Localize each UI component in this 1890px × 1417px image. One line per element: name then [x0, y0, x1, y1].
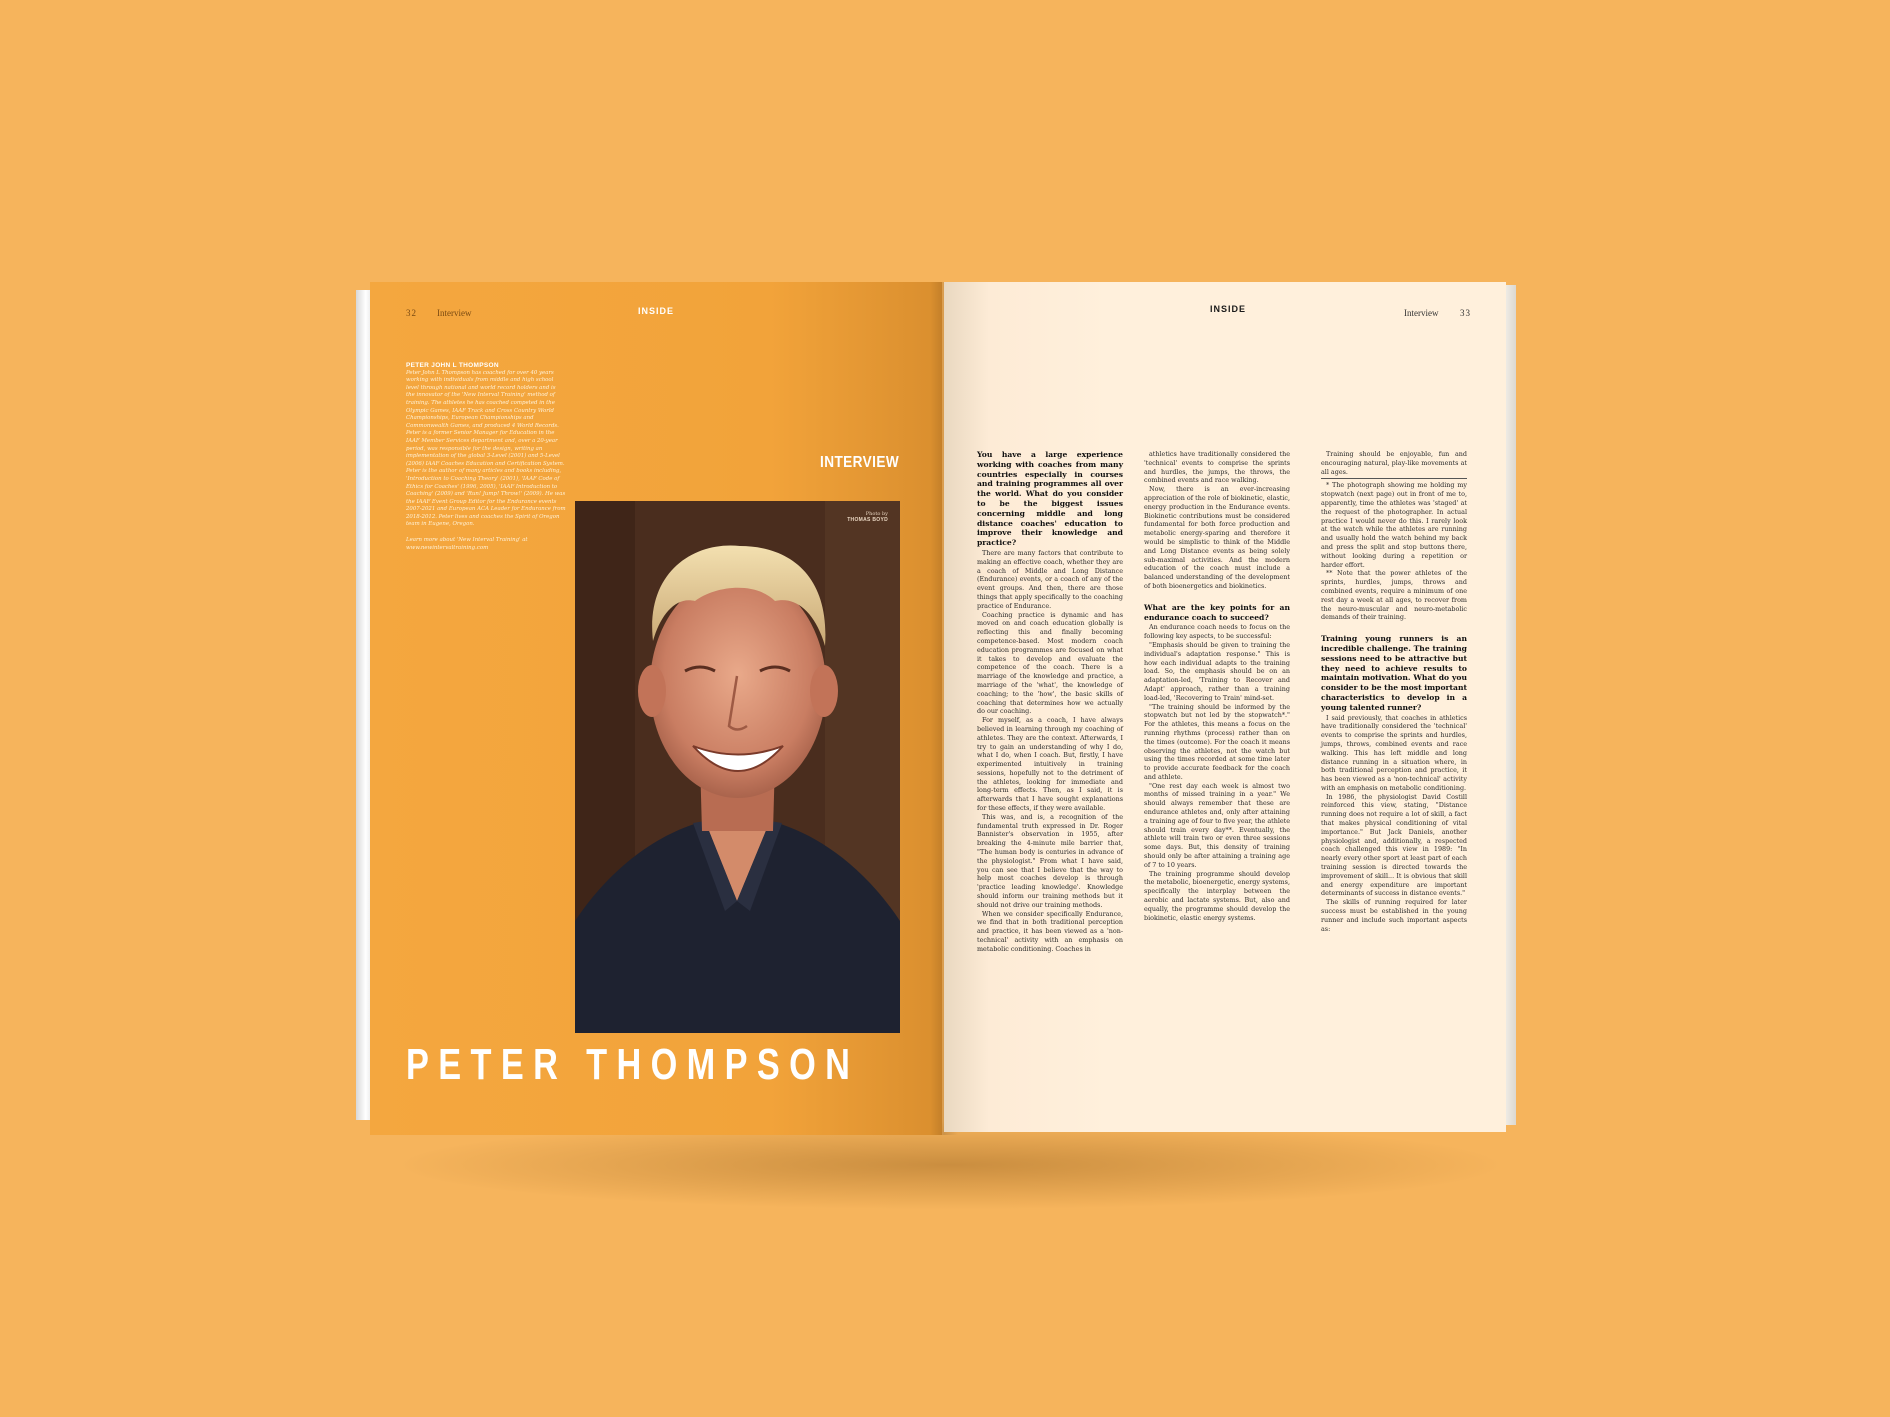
section-label-left: Interview [437, 308, 472, 318]
answer-paragraph: "The training should be informed by the stopwatch but not led by the stopwatch*." For the athletes, this means a focus on the running rhythms (process) rather than on the times (outcome). For the coach it means observing the athletes, not the watch but using the times recorded at some time later to provide accurate feedback for the coach and athlete. [1144, 702, 1290, 781]
answer-paragraph: The skills of running required for later success must be established in the young runner and include such important aspects as: [1321, 898, 1467, 933]
bio-paragraph: Learn more about 'New Interval Training' at www.newintervaltraining.com [406, 537, 528, 551]
interviewee-name: PETER THOMPSON [406, 1040, 860, 1089]
page-number-right: 33 [1460, 308, 1471, 318]
answer-paragraph: "Emphasis should be given to training the individual's adaptation response." This is how each individual adapts to the training load. So, the emphasis should be on an adaptation-led, 'Training to Recover and Adapt' approach, rather than a training load-led, 'Recovering to Train' mind-set. [1144, 640, 1290, 702]
masthead-left: INSIDE [638, 306, 675, 316]
portrait-illustration [575, 501, 900, 1033]
answer-paragraph: An endurance coach needs to focus on the following key aspects, to be successful: [1144, 623, 1290, 641]
answer-paragraph: There are many factors that contribute to making an effective coach, whether they are a coach of Middle and Long Distance (Endurance) events, or a coach of any of the event groups. And then, there are those things that apply specifically to the coaching practice of Endurance. [977, 548, 1123, 610]
answer-paragraph: The training programme should develop the metabolic, bioenergetic, energy systems, specifically the interplay between the aerobic and lactate systems. But, also and equally, the programme should develop the biokinetic, elastic energy systems. [1144, 869, 1290, 922]
article-column-2 [1144, 450, 1290, 922]
answer-paragraph: Training should be enjoyable, fun and encouraging natural, play-like movements at all ages. [1321, 450, 1467, 476]
page-number-left: 32 [406, 308, 417, 318]
portrait-photo [575, 501, 900, 1033]
photo-credit-name: THOMAS BOYD [847, 517, 888, 523]
footnote: ** Note that the power athletes of the sprints, hurdles, jumps, throws and combined events, require a minimum of one rest day a week at all ages, to recover from the neuro-muscular and neuro-metabolic demands of their training. [1321, 569, 1467, 622]
right-page [944, 282, 1506, 1132]
answer-paragraph: I said previously, that coaches in athletics have traditionally considered the 'technical' events to comprise the sprints and hurdles, jumps, throws, combined events and race walking. This has left middle and long distance running in a situation where, in both traditional perception and practice, it has been viewed as a 'non-technical' activity with an emphasis on metabolic conditioning. [1321, 713, 1467, 792]
answer-paragraph: When we consider specifically Endurance, we find that in both traditional perception and practice, it has been viewed as a 'non-technical' activity with an emphasis on metabolic conditioning. Coaches in [977, 909, 1123, 953]
answer-paragraph: In 1986, the physiologist David Costill reinforced this view, stating, "Distance running does not require a lot of skill, a fact that makes physical conditioning of vital importance." But Jack Daniels, another physiologist and, additionally, a respected coach challenged this view in 1989: "In nearly every other sport at least part of each training session is directed towards the improvement of skill... It is obvious that skill and energy expenditure are important determinants of success in distance events." [1321, 792, 1467, 898]
section-label-right: Interview [1404, 308, 1439, 318]
answer-paragraph: "One rest day each week is almost two months of missed training in a year." We should always remember that these are endurance athletes and, only after attaining a training age of four to five year, the athlete should train every day**. Eventually, the athlete will train two or even three sessions some days. But, this density of training should only be after attaining a training age of 7 to 10 years. [1144, 781, 1291, 869]
answer-paragraph: For myself, as a coach, I have always believed in learning through my coaching of athletes. They are the context. Afterwards, I try to gain an understanding of why I do, what I do, when I coach. But, firstly, I have experimented intuitively in training sessions, hopefully not to the detriment of the athletes, looking for immediate and long-term effects. Then, as I said, it is afterwards that I have sought explanations for these effects, if they were available. [977, 716, 1123, 813]
interview-question: You have a large experience working with coaches from many countries especially in courses and training programmes all over the world. What do you consider to be the biggest issues concerning middle and long distance coaches' education to improve their knowledge and practice? [977, 450, 1123, 548]
article-column-3 [1321, 450, 1467, 933]
interview-question: What are the key points for an endurance coach to succeed? [1144, 602, 1290, 622]
photo-credit [847, 511, 888, 523]
bio-paragraph: Peter is a former Senior Manager for Education in the IAAF Member Services department and, over a 20-year period, was responsible for the design, writing an implementation of the global 3-Level (2001) and 5-Level (2006) IAAF Coaches Education and Certification System. Peter is the author of many articles and books including, 'Introduction to Coaching Theory' (2001), 'IAAF Code of Ethics for Coaches' (1996, 2005), 'IAAF Introduction to Coaching' (2009) and 'Run! Jump! Throw!' (2009). He was the IAAF Event Group Editor for the Endurance events 2007-2021 and European ACA Leader for Endurance from 2018-2012. Peter lives and coaches the Spirit of Oregon team in Eugene, Oregon. [406, 430, 566, 528]
answer-paragraph: This was, and is, a recognition of the fundamental truth expressed in Dr. Roger Bannister's observation in 1955, after breaking the 4-minute mile barrier that, "The human body is centuries in advance of the physiologist." From what I have said, you can see that I believe that the way to help most coaches develop is through 'practice leading knowledge'. Knowledge should inform our training methods but it should not drive our training methods. [977, 812, 1123, 909]
author-bio [406, 362, 566, 552]
answer-paragraph: athletics have traditionally considered the 'technical' events to comprise the sprints and hurdles, the jumps, the throws, the combined events and race walking. [1144, 450, 1290, 485]
left-page [370, 282, 942, 1135]
bio-paragraph: Peter John L Thompson has coached for over 40 years working with individuals from middle and high school level through national and world record holders and is the innovator of the 'New Interval Training' method of training. The athletes he has coached competed in the Olympic Games, IAAF Track and Cross Country World Championships, European Championships and Commonwealth Games, and produced 4 World Records. [406, 369, 559, 429]
masthead-right: INSIDE [1210, 304, 1247, 314]
footnote-divider [1321, 478, 1467, 479]
answer-paragraph: Coaching practice is dynamic and has moved on and coach education globally is reflecting this and finally becoming competence-based. Most modern coach education programmes are focused on what it takes to develop and evaluate the competence of the coach. There is a marriage of the knowledge and practice, a marriage of the 'what', the knowledge of coaching; to the 'how', the basic skills of coaching that determines how we actually do our coaching. [977, 610, 1123, 716]
footnote: * The photograph showing me holding my stopwatch (next page) out in front of me to, apparently, time the athletes was 'staged' at the request of the photographer. In actual practice I would never do this. I rarely look at the watch while the athletes are running and usually hold the watch behind my back and press the split and stop buttons there, without looking during a repetition or harder effort. [1321, 481, 1467, 569]
interview-label: INTERVIEW [820, 454, 900, 471]
bio-title: PETER JOHN L THOMPSON [406, 362, 499, 369]
article-column-1 [977, 450, 1123, 954]
photo-credit-label: Photo by [865, 511, 888, 517]
answer-paragraph: Now, there is an ever-increasing appreciation of the role of biokinetic, elastic, energy production in the Endurance events. Biokinetic contributions must be considered fundamental for both force production and metabolic energy-sparing and therefore it would be simplistic to think of the Middle and Long Distance events as being solely sub-maximal activities. And the modern education of the coach must include a balanced understanding of the development of both bioenergetics and biokinetics. [1144, 485, 1290, 590]
interview-question: Training young runners is an incredible challenge. The training sessions need to be attractive but they need to achieve results to maintain motivation. What do you consider to be the most important characteristics to develop in a young talented runner? [1321, 634, 1467, 712]
